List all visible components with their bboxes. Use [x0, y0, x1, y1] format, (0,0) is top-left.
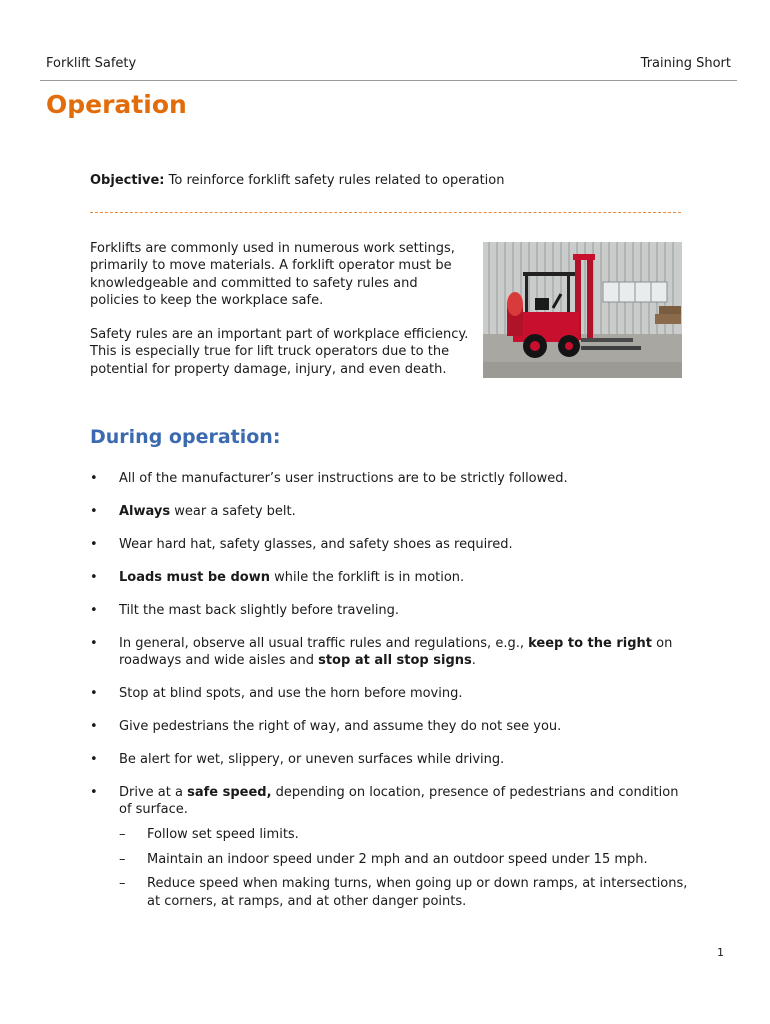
objective [90, 172, 504, 189]
page-header [40, 54, 737, 81]
sublist-item-text: Maintain an indoor speed under 2 mph and an outdoor speed under 15 mph. [147, 851, 648, 867]
speed-sublist [119, 826, 690, 910]
list-item [90, 503, 690, 520]
list-item-bold: Always [119, 503, 171, 519]
page-number: 1 [717, 946, 724, 959]
bullet: • [90, 752, 98, 768]
list-item-text: In general, observe all usual traffic rules and regulations, e.g., [119, 635, 529, 651]
header-left-text: Forklift Safety [46, 56, 137, 71]
list-item-text: depending on location, presence of pedestrians and condition of surface. [119, 785, 679, 818]
bullet: • [90, 785, 98, 801]
bullet: • [90, 635, 98, 651]
sublist-item [119, 826, 690, 843]
section-heading: During operation: [90, 426, 281, 448]
bullet: • [90, 536, 98, 552]
bullet: • [90, 569, 98, 585]
objective-label: Objective: [90, 173, 165, 188]
list-item [90, 569, 690, 586]
list-item [90, 602, 690, 619]
list-item [90, 470, 690, 487]
list-item [90, 635, 690, 670]
list-item-bold: safe speed, [187, 785, 272, 801]
bullet: • [90, 503, 98, 519]
intro-text [90, 240, 470, 395]
bullet: • [90, 471, 98, 486]
list-item-text: Tilt the mast back slightly before traveling. [119, 602, 400, 618]
list-item-text: Wear hard hat, safety glasses, and safety shoes as required. [119, 536, 513, 552]
list-item-text: Be alert for wet, slippery, or uneven surfaces while driving. [119, 752, 505, 768]
list-item [90, 685, 690, 702]
objective-text: To reinforce forklift safety rules related to operation [164, 173, 505, 188]
list-item-text: All of the manufacturer’s user instructions are to be strictly followed. [119, 471, 568, 486]
list-item-text: Give pedestrians the right of way, and assume they do not see you. [119, 719, 562, 735]
list-item-text: on roadways and wide aisles and [119, 635, 673, 669]
sublist-item [119, 875, 690, 910]
dash: – [119, 826, 126, 842]
sublist-item-text: Reduce speed when making turns, when going up or down ramps, at intersections, at corners, at ramps, and at other danger points. [147, 876, 688, 909]
intro-paragraph-2: Safety rules are an important part of workplace efficiency. This is especially true for lift truck operators due to the potential for property damage, injury, and even death. [90, 327, 469, 377]
list-item-bold: Loads must be down [119, 569, 270, 585]
intro-paragraph-1: Forklifts are commonly used in numerous work settings, primarily to move materials. A forklift operator must be knowledgeable and committed to safety rules and policies to keep the workplace safe. [90, 241, 455, 308]
operation-rules-list [90, 470, 690, 926]
bullet: • [90, 602, 98, 618]
list-item-text: Drive at a [119, 785, 188, 801]
bullet: • [90, 719, 98, 735]
list-item-text: while the forklift is in motion. [270, 569, 465, 585]
dash: – [119, 851, 126, 867]
list-item-text: . [471, 653, 476, 669]
forklift-illustration [483, 242, 682, 378]
header-right-text: Training Short [640, 56, 731, 71]
list-item [90, 718, 690, 735]
sublist-item-text: Follow set speed limits. [147, 826, 299, 842]
dashed-divider [90, 212, 681, 213]
bullet: • [90, 686, 98, 702]
list-item [90, 751, 690, 768]
dash: – [119, 876, 126, 892]
page-title: Operation [46, 90, 187, 119]
list-item [90, 536, 690, 553]
list-item-text: wear a safety belt. [170, 503, 296, 519]
list-item-text: Stop at blind spots, and use the horn before moving. [119, 686, 463, 702]
list-item-bold: keep to the right [528, 635, 652, 651]
list-item [90, 784, 690, 910]
sublist-item [119, 851, 690, 868]
forklift-photo [483, 242, 682, 378]
list-item-bold: stop at all stop signs [318, 653, 472, 669]
